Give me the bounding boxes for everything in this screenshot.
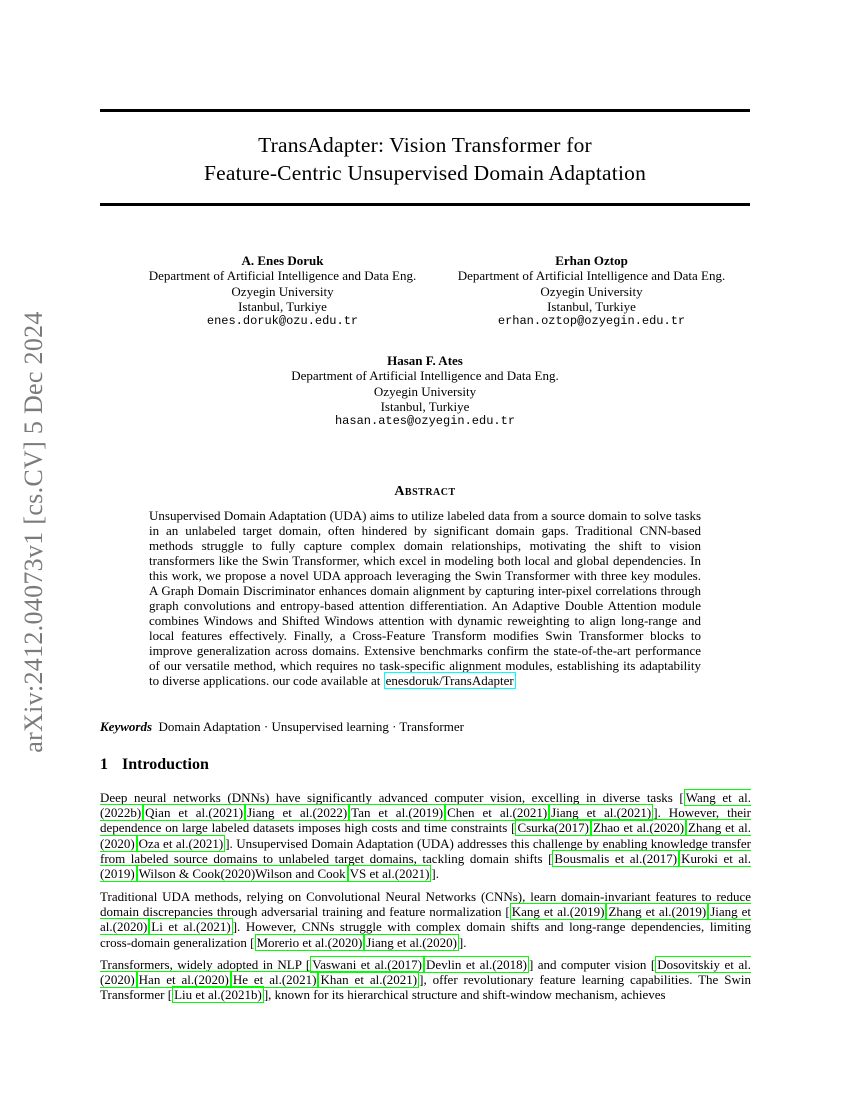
paragraph-text: ]. Unsupervised Domain Adaptation (UDA) addresses this challenge by enabling knowledge transfer from labeled source domains to unlabeled target domains, tackling domain shifts [ <box>100 835 751 866</box>
paragraph-text: Transformers, widely adopted in NLP [ <box>100 957 311 972</box>
keywords-line <box>100 719 464 735</box>
citation-link[interactable]: Jiang et al.(2020) <box>100 904 751 935</box>
citation-link[interactable]: Tan et al.(2019) <box>351 805 444 821</box>
author-block <box>440 253 743 329</box>
paper-title-line-2: Feature-Centric Unsupervised Domain Adaptation <box>203 161 647 185</box>
author-city: Istanbul, Turkiye <box>238 298 327 314</box>
author-department: Department of Artificial Intelligence and Data Eng. <box>457 268 726 284</box>
citation-link[interactable]: Zhang et al.(2019) <box>608 904 707 920</box>
citation-link[interactable]: Han et al.(2020) <box>138 972 229 988</box>
citation-link[interactable]: VS et al.(2021) <box>349 866 430 882</box>
citation-link[interactable]: Wang et al.(2022b) <box>100 790 752 821</box>
author-university: Ozyegin University <box>231 283 334 299</box>
author-email[interactable]: enes.doruk@ozu.edu.tr <box>206 314 359 329</box>
citation-link[interactable]: Dosovitskiy et al.(2020) <box>100 957 751 988</box>
keywords-label: Keywords <box>100 719 152 734</box>
author-university: Ozyegin University <box>540 283 643 299</box>
paragraph-text: ], known for its hierarchical structure and shift-window mechanism, achieves <box>263 987 666 1003</box>
intro-paragraph-3 <box>100 957 751 1003</box>
code-repo-link[interactable]: enesdoruk/TransAdapter <box>385 673 514 688</box>
abstract-text <box>149 508 701 688</box>
intro-paragraph-1 <box>100 790 751 881</box>
author-email[interactable]: hasan.ates@ozyegin.edu.tr <box>334 414 516 429</box>
author-city: Istanbul, Turkiye <box>547 298 636 314</box>
paragraph-text: ] and computer vision [ <box>528 957 656 972</box>
author-name: Erhan Oztop <box>555 253 628 268</box>
paragraph-text: ], offer revolutionary feature learning capabilities. The Swin Transformer [ <box>100 972 751 1003</box>
author-city: Istanbul, Turkiye <box>380 398 470 414</box>
title-rule-bottom <box>100 203 750 206</box>
citation-link[interactable]: Jiang et al.(2020) <box>366 934 457 950</box>
paragraph-text: ]. However, CNNs struggle with complex domain shifts and long-range dependencies, limiting cross-domain generalization [ <box>100 919 751 950</box>
citation-link[interactable]: Jiang et al.(2021) <box>551 805 652 821</box>
author-email[interactable]: erhan.oztop@ozyegin.edu.tr <box>497 314 686 329</box>
arxiv-identifier-stamp: arXiv:2412.04073v1 [cs.CV] 5 Dec 2024 <box>19 311 48 753</box>
paragraph-text: Traditional UDA methods, relying on Convolutional Neural Networks (CNNs), learn domain-invariant features to reduce domain discrepancies through adversarial training and feature normalization [ <box>100 889 751 920</box>
citation-link[interactable]: Jiang et al.(2022) <box>247 805 348 821</box>
author-block <box>275 353 575 429</box>
author-university: Ozyegin University <box>373 383 477 399</box>
citation-link[interactable]: Chen et al.(2021) <box>447 805 548 821</box>
author-department: Department of Artificial Intelligence and Data Eng. <box>148 268 417 284</box>
citation-link[interactable]: Morerio et al.(2020) <box>256 934 363 950</box>
section-number: 1 <box>100 756 108 773</box>
author-block <box>130 253 435 329</box>
citation-link[interactable]: Csurka(2017) <box>517 820 589 836</box>
citation-link[interactable]: Zhang et al.(2020) <box>100 820 751 851</box>
citation-link[interactable]: Bousmalis et al.(2017) <box>554 850 678 866</box>
abstract-heading: Abstract <box>394 484 456 499</box>
paragraph-text: Deep neural networks (DNNs) have significantly advanced computer vision, excelling in diverse tasks [ <box>100 790 684 805</box>
title-rule-top <box>100 109 750 112</box>
citation-link[interactable]: Liu et al.(2021b) <box>174 987 262 1003</box>
section-title: Introduction <box>122 756 209 773</box>
paper-title-line-1: TransAdapter: Vision Transformer for <box>258 133 592 157</box>
citation-link[interactable]: Khan et al.(2021) <box>320 972 418 988</box>
intro-paragraph-2 <box>100 889 751 950</box>
citation-link[interactable]: Qian et al.(2021) <box>145 805 244 821</box>
citation-link[interactable]: Kang et al.(2019) <box>511 904 605 920</box>
paragraph-text: ]. <box>431 866 440 882</box>
paragraph-text: ]. However, their dependence on large labeled datasets imposes high costs and time constraints [ <box>100 805 751 836</box>
abstract-body: Unsupervised Domain Adaptation (UDA) aims to utilize labeled data from a source domain to solve tasks in an unlabeled target domain, often hindered by significant domain gaps. Traditional CNN-based methods struggle to fully capture complex domain relationships, motivating the shift to vision transformers like the Swin Transformer, which excel in modeling both local and global dependencies. In this work, we propose a novel UDA approach leveraging the Swin Transformer with three key modules. A Graph Domain Discriminator enhances domain alignment by capturing inter-pixel correlations through graph convolutions and entropy-based attention differentiation. An Adaptive Double Attention module combines Windows and Shifted Windows attention with dynamic reweighting to align long-range and local features effectively. Finally, a Cross-Feature Transform modifies Swin Transformer blocks to improve generalization across domains. Extensive benchmarks confirm the state-of-the-art performance of our versatile method, which requires no task-specific alignment modules, establishing its adaptability to diverse applications. our code available at <box>149 508 701 688</box>
author-department: Department of Artificial Intelligence and Data Eng. <box>291 368 559 384</box>
citation-link[interactable]: Wilson & Cook(2020)Wilson and Cook <box>138 866 346 882</box>
paragraph-text: ]. <box>458 934 467 950</box>
citation-link[interactable]: Vaswani et al.(2017) <box>312 957 422 972</box>
keywords-list: Domain Adaptation · Unsupervised learning · Transformer <box>158 719 464 734</box>
section-heading-introduction <box>100 756 209 774</box>
citation-link[interactable]: Devlin et al.(2018) <box>425 957 527 972</box>
author-name: Hasan F. Ates <box>387 353 463 368</box>
citation-link[interactable]: Li et al.(2021) <box>151 919 231 935</box>
citation-link[interactable]: Kuroki et al.(2019) <box>100 850 752 882</box>
citation-link[interactable]: Zhao et al.(2020) <box>592 820 685 836</box>
author-name: A. Enes Doruk <box>241 253 324 268</box>
citation-link[interactable]: He et al.(2021) <box>232 972 317 988</box>
citation-link[interactable]: Oza et al.(2021) <box>138 835 224 851</box>
